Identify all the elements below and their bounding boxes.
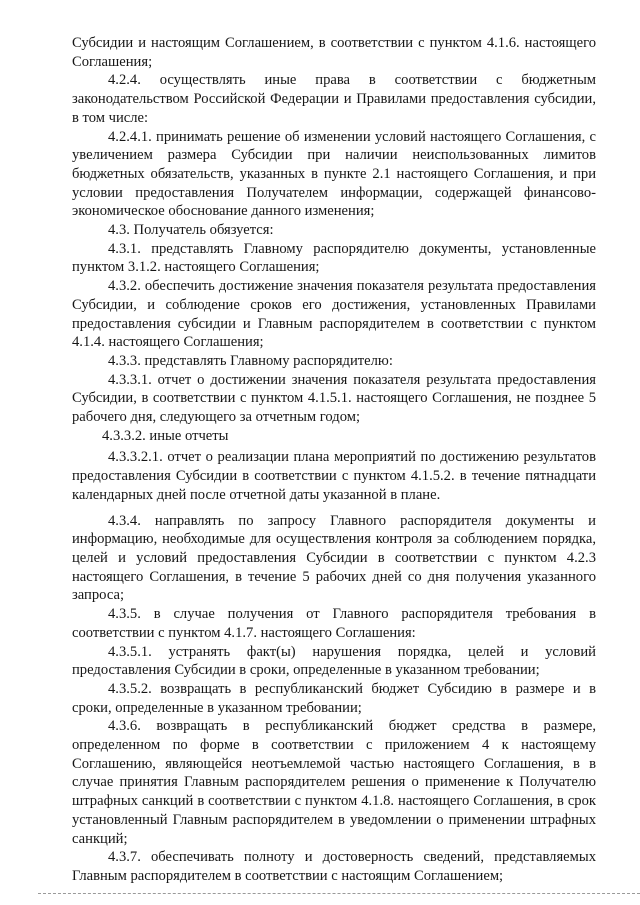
clause-4-3-3-2: 4.3.3.2. иные отчеты [102, 427, 229, 444]
clause-4-3: 4.3. Получатель обязуется: [108, 222, 274, 239]
clause-4-2-4-1: 4.2.4.1. принимать решение об изменении условий настоящего Соглашения, с увеличением размера Субсидии при наличии неиспользованных лимитов бюджетных обязательств, указанных в пункте 2.1 настоящего Соглашения, и при условии предоставления Получателем информации, содержащей финансово-экономическое обоснование данного изменения; [72, 128, 596, 220]
clause-4-3-3-1: 4.3.3.1. отчет о достижении значения показателя результата предоставления Субсидии, в соответствии с пунктом 4.1.5.1. настоящего Соглашения, не позднее 5 рабочего дня, следующего за отчетным годом; [72, 371, 596, 426]
clause-4-3-2: 4.3.2. обеспечить достижение значения показателя результата предоставления Субсидии, и соблюдение сроков его достижения, установленных Правилами предоставления субсидии и Главным распорядителем в соответствии с пунктом 4.1.4. настоящего Соглашения; [72, 278, 596, 351]
document-page [72, 34, 596, 886]
clause-4-3-6: 4.3.6. возвращать в республиканский бюджет средства в размере, определенном по форме в соответствии с приложением 4 к настоящему Соглашению, являющейся неотъемлемой частью настоящего Соглашения, в в случае принятия Главным распорядителем решения о применение к Получателю штрафных санкций в соответствии с пунктом 4.1.8. настоящего Соглашения, в срок установленный Главным распорядителем в уведомлении о применении штрафных санкций; [72, 718, 596, 847]
clause-4-3-3: 4.3.3. представлять Главному распорядителю: [108, 352, 393, 369]
clause-4-3-1: 4.3.1. представлять Главному распорядителю документы, установленные пунктом 3.1.2. настоящего Соглашения; [72, 240, 596, 276]
clause-4-3-5: 4.3.5. в случае получения от Главного распорядителя требования в соответствии с пунктом 4.1.7. настоящего Соглашения: [72, 606, 596, 641]
clause-4-2-4: 4.2.4. осуществлять иные права в соответствии с бюджетным законодательством Российской Федерации и Правилами предоставления субсидии, в том числе: [72, 72, 596, 126]
clause-4-3-4: 4.3.4. направлять по запросу Главного распорядителя документы и информацию, необходимые для осуществления контроля за соблюдением порядка, целей и условий предоставления Субсидии в соответствии с пунктом 4.2.3 настоящего Соглашения, в течение 5 рабочих дней со дня получения указанного запроса; [72, 512, 596, 604]
page-bottom-rule [38, 893, 640, 894]
clause-4-3-5-2: 4.3.5.2. возвращать в республиканский бюджет Субсидию в размере и в сроки, определенные в указанном требовании; [72, 680, 596, 716]
clause-4-3-7: 4.3.7. обеспечивать полноту и достоверность сведений, представляемых Главным распорядителем в соответствии с настоящим Соглашением; [72, 849, 596, 884]
paragraph-subsidy-continuation: Субсидии и настоящим Соглашением, в соответствии с пунктом 4.1.6. настоящего Соглашения; [72, 35, 596, 70]
clause-4-3-3-2-1: 4.3.3.2.1. отчет о реализации плана мероприятий по достижению результатов предоставления Субсидии в соответствии с пунктом 4.1.5.2. в течение пятнадцати календарных дней после отчетной даты указанной в плане. [72, 449, 596, 503]
clause-4-3-5-1: 4.3.5.1. устранять факт(ы) нарушения порядка, целей и условий предоставления Субсидии в сроки, определенные в указанном требовании; [72, 643, 596, 679]
